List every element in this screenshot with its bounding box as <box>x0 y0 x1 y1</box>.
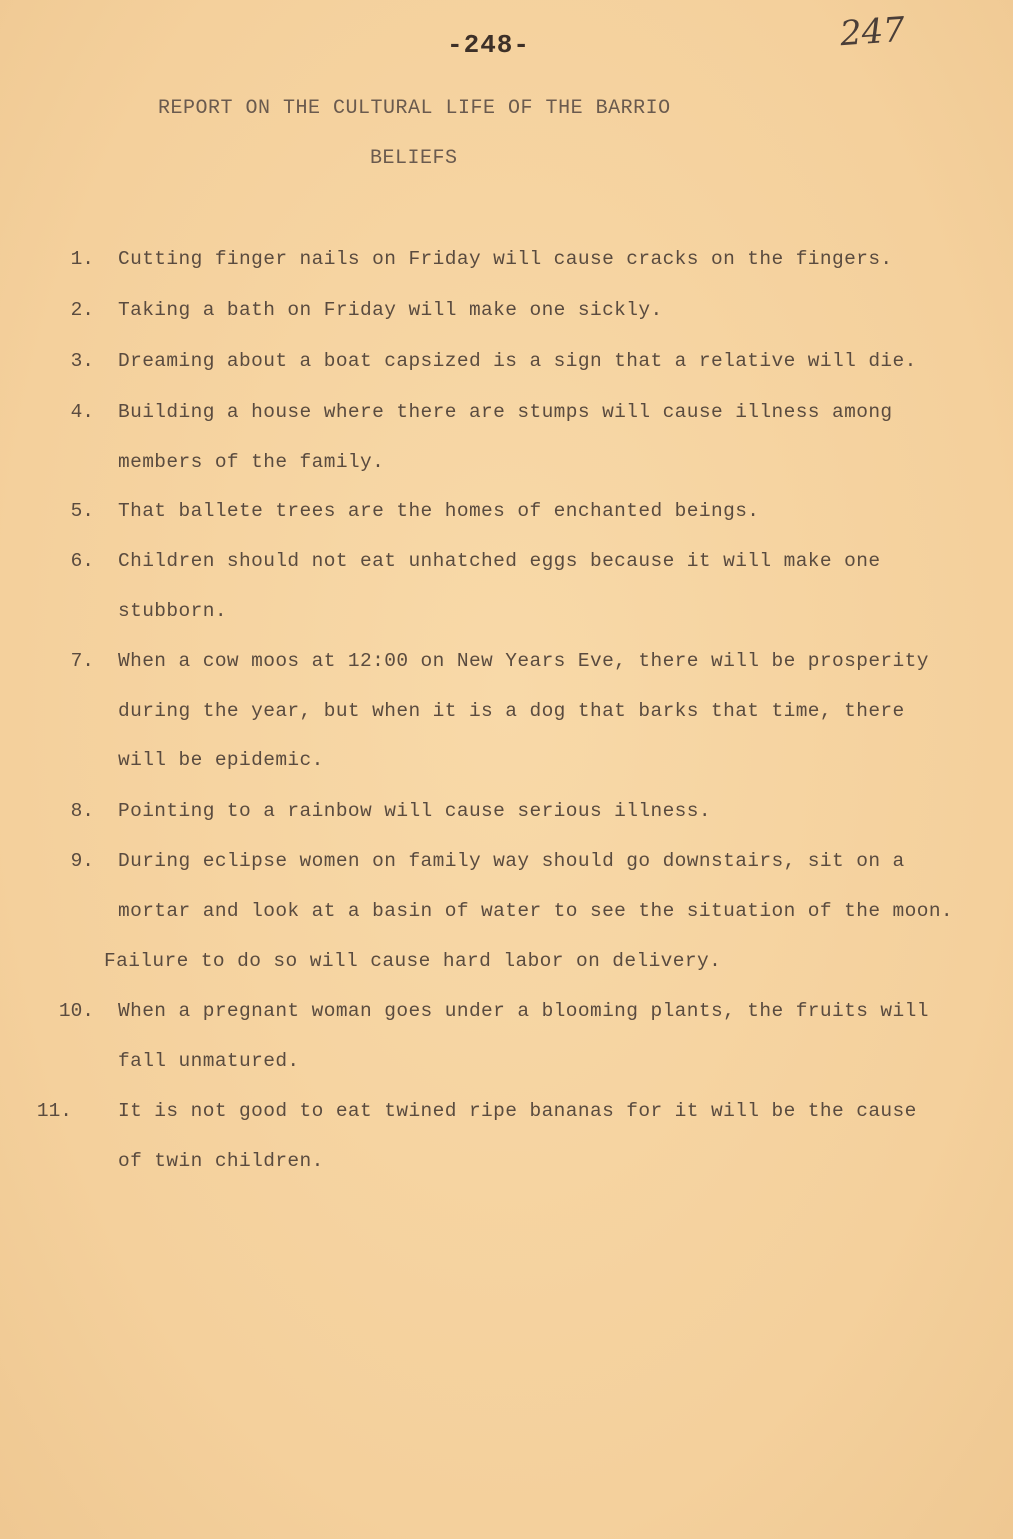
report-title: REPORT ON THE CULTURAL LIFE OF THE BARRIO <box>158 97 671 120</box>
belief-number: 2. <box>70 299 94 321</box>
belief-number: 7. <box>70 650 94 672</box>
belief-line: fall unmatured. <box>118 1050 300 1072</box>
belief-number: 8. <box>70 800 94 822</box>
belief-number: 10. <box>58 1000 94 1022</box>
page-number: -248- <box>447 30 531 60</box>
belief-line: members of the family. <box>118 451 385 473</box>
belief-number: 5. <box>70 500 94 522</box>
belief-line: When a cow moos at 12:00 on New Years Eve, there will be prosperity <box>118 650 929 672</box>
belief-line: That ballete trees are the homes of enchanted beings. <box>118 500 760 522</box>
handwritten-page-mark: 247 <box>838 9 907 55</box>
section-heading: BELIEFS <box>370 147 458 170</box>
belief-number: 4. <box>70 401 94 423</box>
belief-line: during the year, but when it is a dog that barks that time, there <box>118 700 905 722</box>
belief-line: During eclipse women on family way should go downstairs, sit on a <box>118 850 905 872</box>
belief-line: stubborn. <box>118 600 227 622</box>
belief-number: 11. <box>36 1100 72 1122</box>
belief-line: It is not good to eat twined ripe bananas for it will be the cause <box>118 1100 917 1122</box>
belief-line: Cutting finger nails on Friday will cause cracks on the fingers. <box>118 248 893 270</box>
belief-line: Building a house where there are stumps will cause illness among <box>118 401 893 423</box>
belief-line: mortar and look at a basin of water to see the situation of the moon. <box>118 900 954 922</box>
belief-line: Taking a bath on Friday will make one sickly. <box>118 299 663 321</box>
belief-number: 1. <box>70 248 94 270</box>
belief-line: will be epidemic. <box>118 749 324 771</box>
belief-line: Dreaming about a boat capsized is a sign that a relative will die. <box>118 350 917 372</box>
belief-number: 3. <box>70 350 94 372</box>
belief-line: Pointing to a rainbow will cause serious illness. <box>118 800 711 822</box>
belief-line: When a pregnant woman goes under a blooming plants, the fruits will <box>118 1000 929 1022</box>
belief-number: 9. <box>70 850 94 872</box>
belief-line: Failure to do so will cause hard labor on delivery. <box>104 950 722 972</box>
belief-line: Children should not eat unhatched eggs because it will make one <box>118 550 881 572</box>
belief-line: of twin children. <box>118 1150 324 1172</box>
belief-number: 6. <box>70 550 94 572</box>
